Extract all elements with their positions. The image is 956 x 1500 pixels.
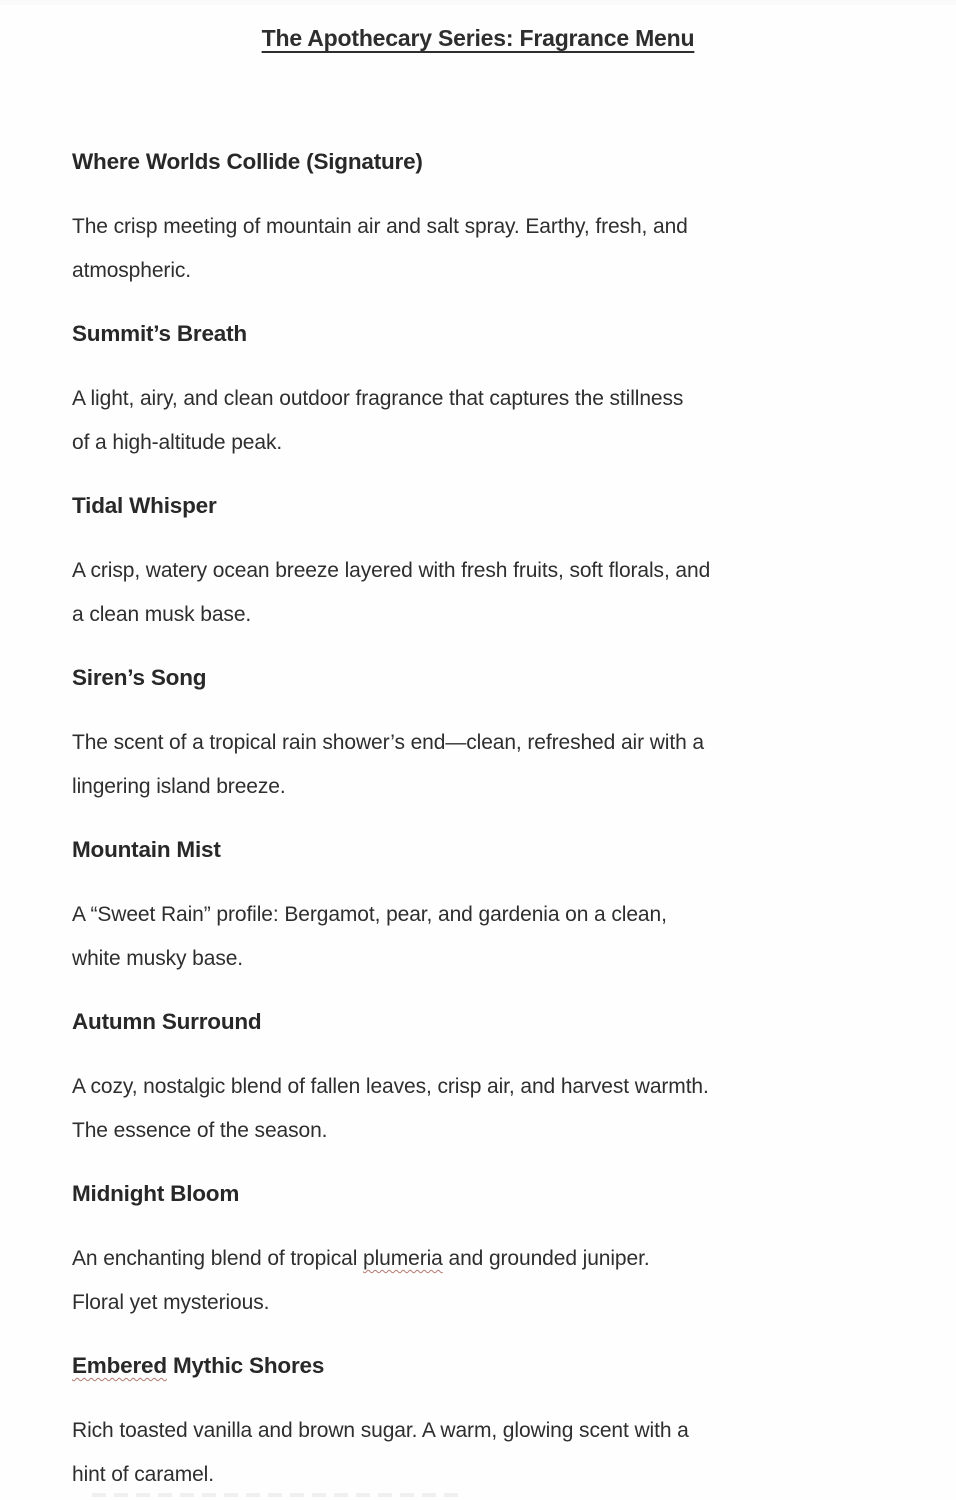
- text-run: Summit’s Breath: [72, 321, 247, 346]
- description-line: [72, 549, 896, 593]
- text-run: Rich toasted vanilla and brown sugar. A warm, glowing scent with a: [72, 1419, 689, 1442]
- text-run: The essence of the season.: [72, 1119, 328, 1142]
- description-line: [72, 205, 896, 249]
- misspelled-word: Embered: [72, 1353, 167, 1378]
- fragrance-name: [72, 1007, 896, 1037]
- text-run: Autumn Surround: [72, 1009, 262, 1034]
- fragrance-description: [72, 721, 896, 809]
- text-run: lingering island breeze.: [72, 775, 286, 798]
- text-run: a clean musk base.: [72, 603, 252, 626]
- text-run: atmospheric.: [72, 259, 192, 282]
- fragrance-section: [72, 1179, 896, 1325]
- text-run: Mountain Mist: [72, 837, 221, 862]
- fragrance-description: [72, 377, 896, 465]
- text-run: and grounded juniper.: [442, 1247, 650, 1270]
- fragrance-section: [72, 1351, 896, 1497]
- fragrance-description: [72, 1409, 896, 1497]
- fragrance-name: [72, 1351, 896, 1381]
- text-run: The scent of a tropical rain shower’s end—clean, refreshed air with a: [72, 731, 704, 754]
- text-run: Midnight Bloom: [72, 1181, 240, 1206]
- description-line: [72, 421, 896, 465]
- text-run: Mythic Shores: [166, 1353, 325, 1378]
- fragrance-name: [72, 1179, 896, 1209]
- text-run: An enchanting blend of tropical: [72, 1247, 364, 1270]
- description-line: [72, 1453, 896, 1497]
- fragrance-description: [72, 893, 896, 981]
- fragrance-section: [72, 663, 896, 809]
- fragrance-name: [72, 835, 896, 865]
- fragrance-section: [72, 319, 896, 465]
- text-run: hint of caramel.: [72, 1463, 214, 1486]
- fragrance-name: [72, 491, 896, 521]
- page-top-edge: [0, 0, 956, 5]
- text-run: The crisp meeting of mountain air and salt spray. Earthy, fresh, and: [72, 215, 688, 238]
- document-title: The Apothecary Series: Fragrance Menu: [261, 25, 695, 51]
- description-line: [72, 937, 896, 981]
- misspelled-word: plumeria: [363, 1247, 443, 1270]
- fragrance-section: [72, 491, 896, 637]
- fragrance-description: [72, 205, 896, 293]
- fragrance-menu: [0, 147, 956, 1497]
- fragrance-description: [72, 1065, 896, 1153]
- description-line: [72, 1237, 896, 1281]
- text-run: A cozy, nostalgic blend of fallen leaves, crisp air, and harvest warmth.: [72, 1075, 709, 1098]
- fragrance-name: [72, 663, 896, 693]
- text-run: A “Sweet Rain” profile: Bergamot, pear, and gardenia on a clean,: [72, 903, 667, 926]
- description-line: [72, 1409, 896, 1453]
- text-run: Floral yet mysterious.: [72, 1291, 270, 1314]
- text-run: of a high-altitude peak.: [72, 431, 283, 454]
- fragrance-section: [72, 1007, 896, 1153]
- fragrance-description: [72, 549, 896, 637]
- description-line: [72, 377, 896, 421]
- fragrance-section: [72, 835, 896, 981]
- text-run: A light, airy, and clean outdoor fragrance that captures the stillness: [72, 387, 684, 410]
- text-run: Where Worlds Collide (Signature): [72, 149, 423, 174]
- text-run: Tidal Whisper: [72, 493, 217, 518]
- fragrance-section: [72, 147, 896, 293]
- description-line: [72, 1109, 896, 1153]
- cutoff-text-fragment: [92, 1493, 462, 1497]
- description-line: [72, 721, 896, 765]
- text-run: A crisp, watery ocean breeze layered with fresh fruits, soft florals, and: [72, 559, 711, 582]
- description-line: [72, 1281, 896, 1325]
- description-line: [72, 1065, 896, 1109]
- description-line: [72, 765, 896, 809]
- description-line: [72, 893, 896, 937]
- description-line: [72, 593, 896, 637]
- fragrance-name: [72, 147, 896, 177]
- description-line: [72, 249, 896, 293]
- text-run: white musky base.: [72, 947, 244, 970]
- fragrance-description: [72, 1237, 896, 1325]
- text-run: Siren’s Song: [72, 665, 207, 690]
- fragrance-name: [72, 319, 896, 349]
